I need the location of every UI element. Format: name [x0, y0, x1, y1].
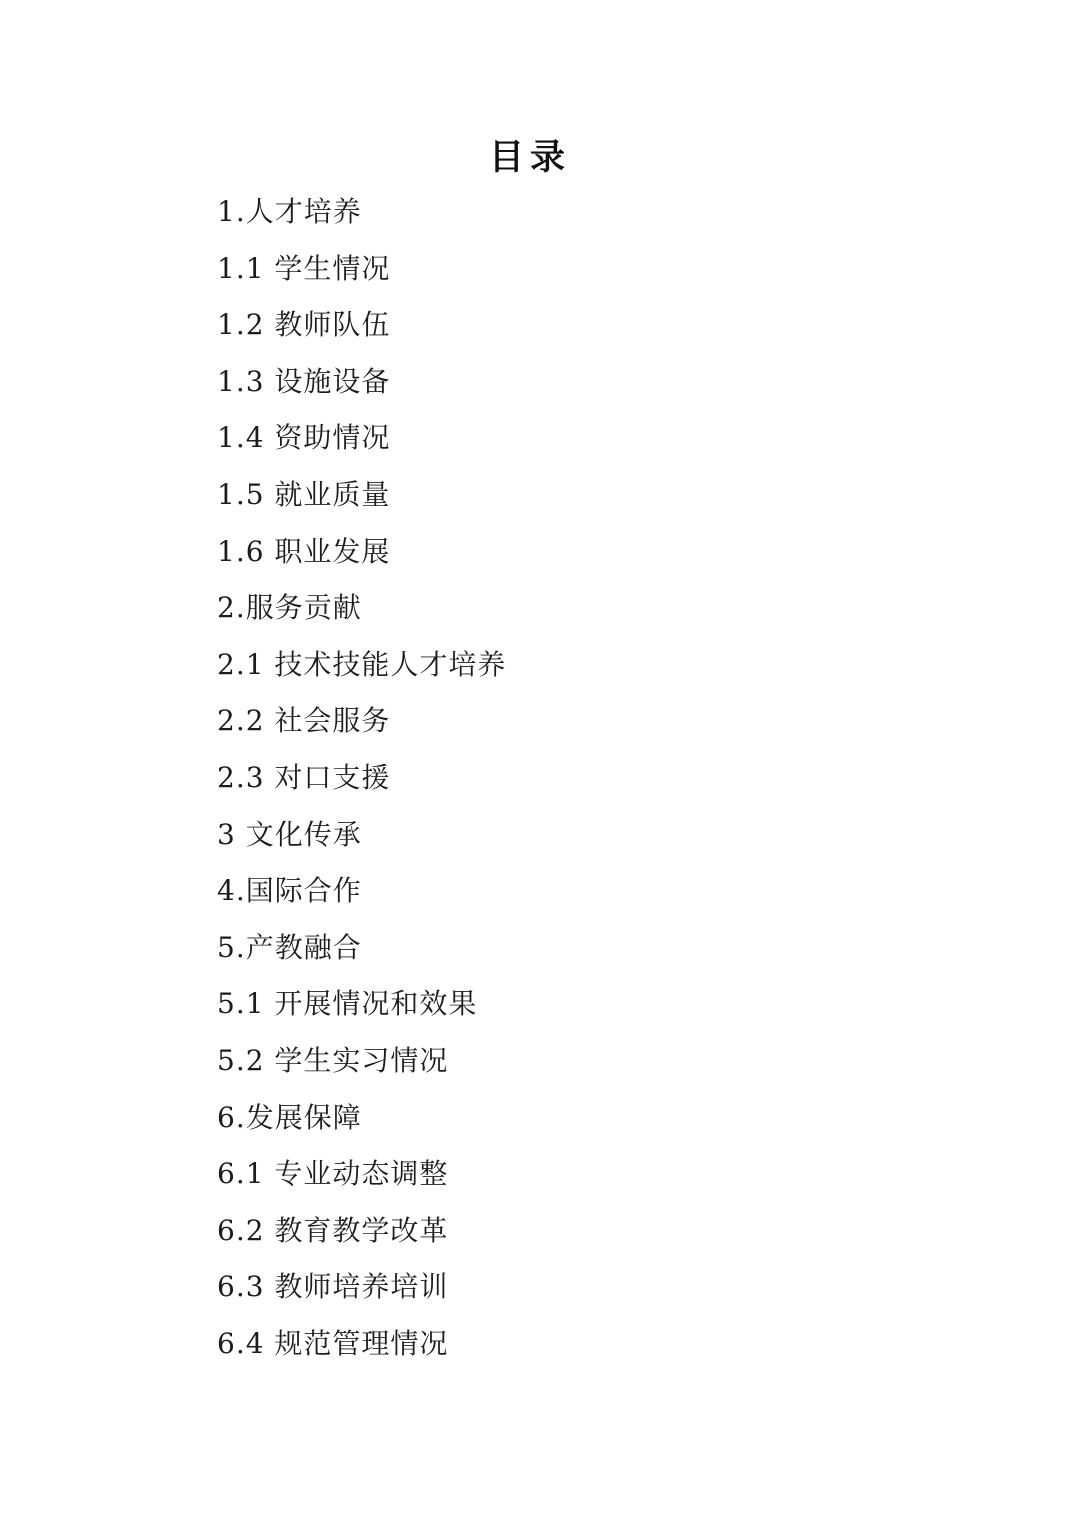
- toc-entry: 2.服务贡献: [217, 591, 362, 625]
- toc-entry: 2.2 社会服务: [217, 704, 391, 738]
- toc-entry: 6.1 专业动态调整: [217, 1157, 449, 1191]
- toc-entry: 6.发展保障: [217, 1100, 362, 1134]
- page-title: 目录: [488, 137, 571, 178]
- toc-entry: 1.5 就业质量: [217, 477, 391, 511]
- toc-entry: 2.3 对口支援: [217, 760, 391, 794]
- toc-entry: 6.4 规范管理情况: [217, 1326, 449, 1360]
- toc-entry: 1.人才培养: [217, 195, 362, 228]
- toc-entry: 1.1 学生情况: [217, 251, 391, 285]
- toc-list: [217, 192, 1020, 1380]
- toc-entry: 1.2 教师队伍: [217, 308, 391, 342]
- toc-entry: 6.2 教育教学改革: [217, 1213, 449, 1247]
- toc-entry: 5.2 学生实习情况: [217, 1043, 449, 1077]
- toc-entry: 6.3 教师培养培训: [217, 1270, 449, 1304]
- toc-entry: 1.4 资助情况: [217, 421, 391, 455]
- toc-entry: 2.1 技术技能人才培养: [217, 647, 507, 681]
- toc-entry: 5.1 开展情况和效果: [217, 987, 478, 1021]
- toc-entry: 1.3 设施设备: [217, 364, 391, 398]
- toc-entry: 4.国际合作: [217, 874, 362, 908]
- toc-entry: 1.6 职业发展: [217, 534, 391, 568]
- toc-entry: 3 文化传承: [217, 817, 362, 851]
- toc-entry: 5.产教融合: [217, 930, 362, 964]
